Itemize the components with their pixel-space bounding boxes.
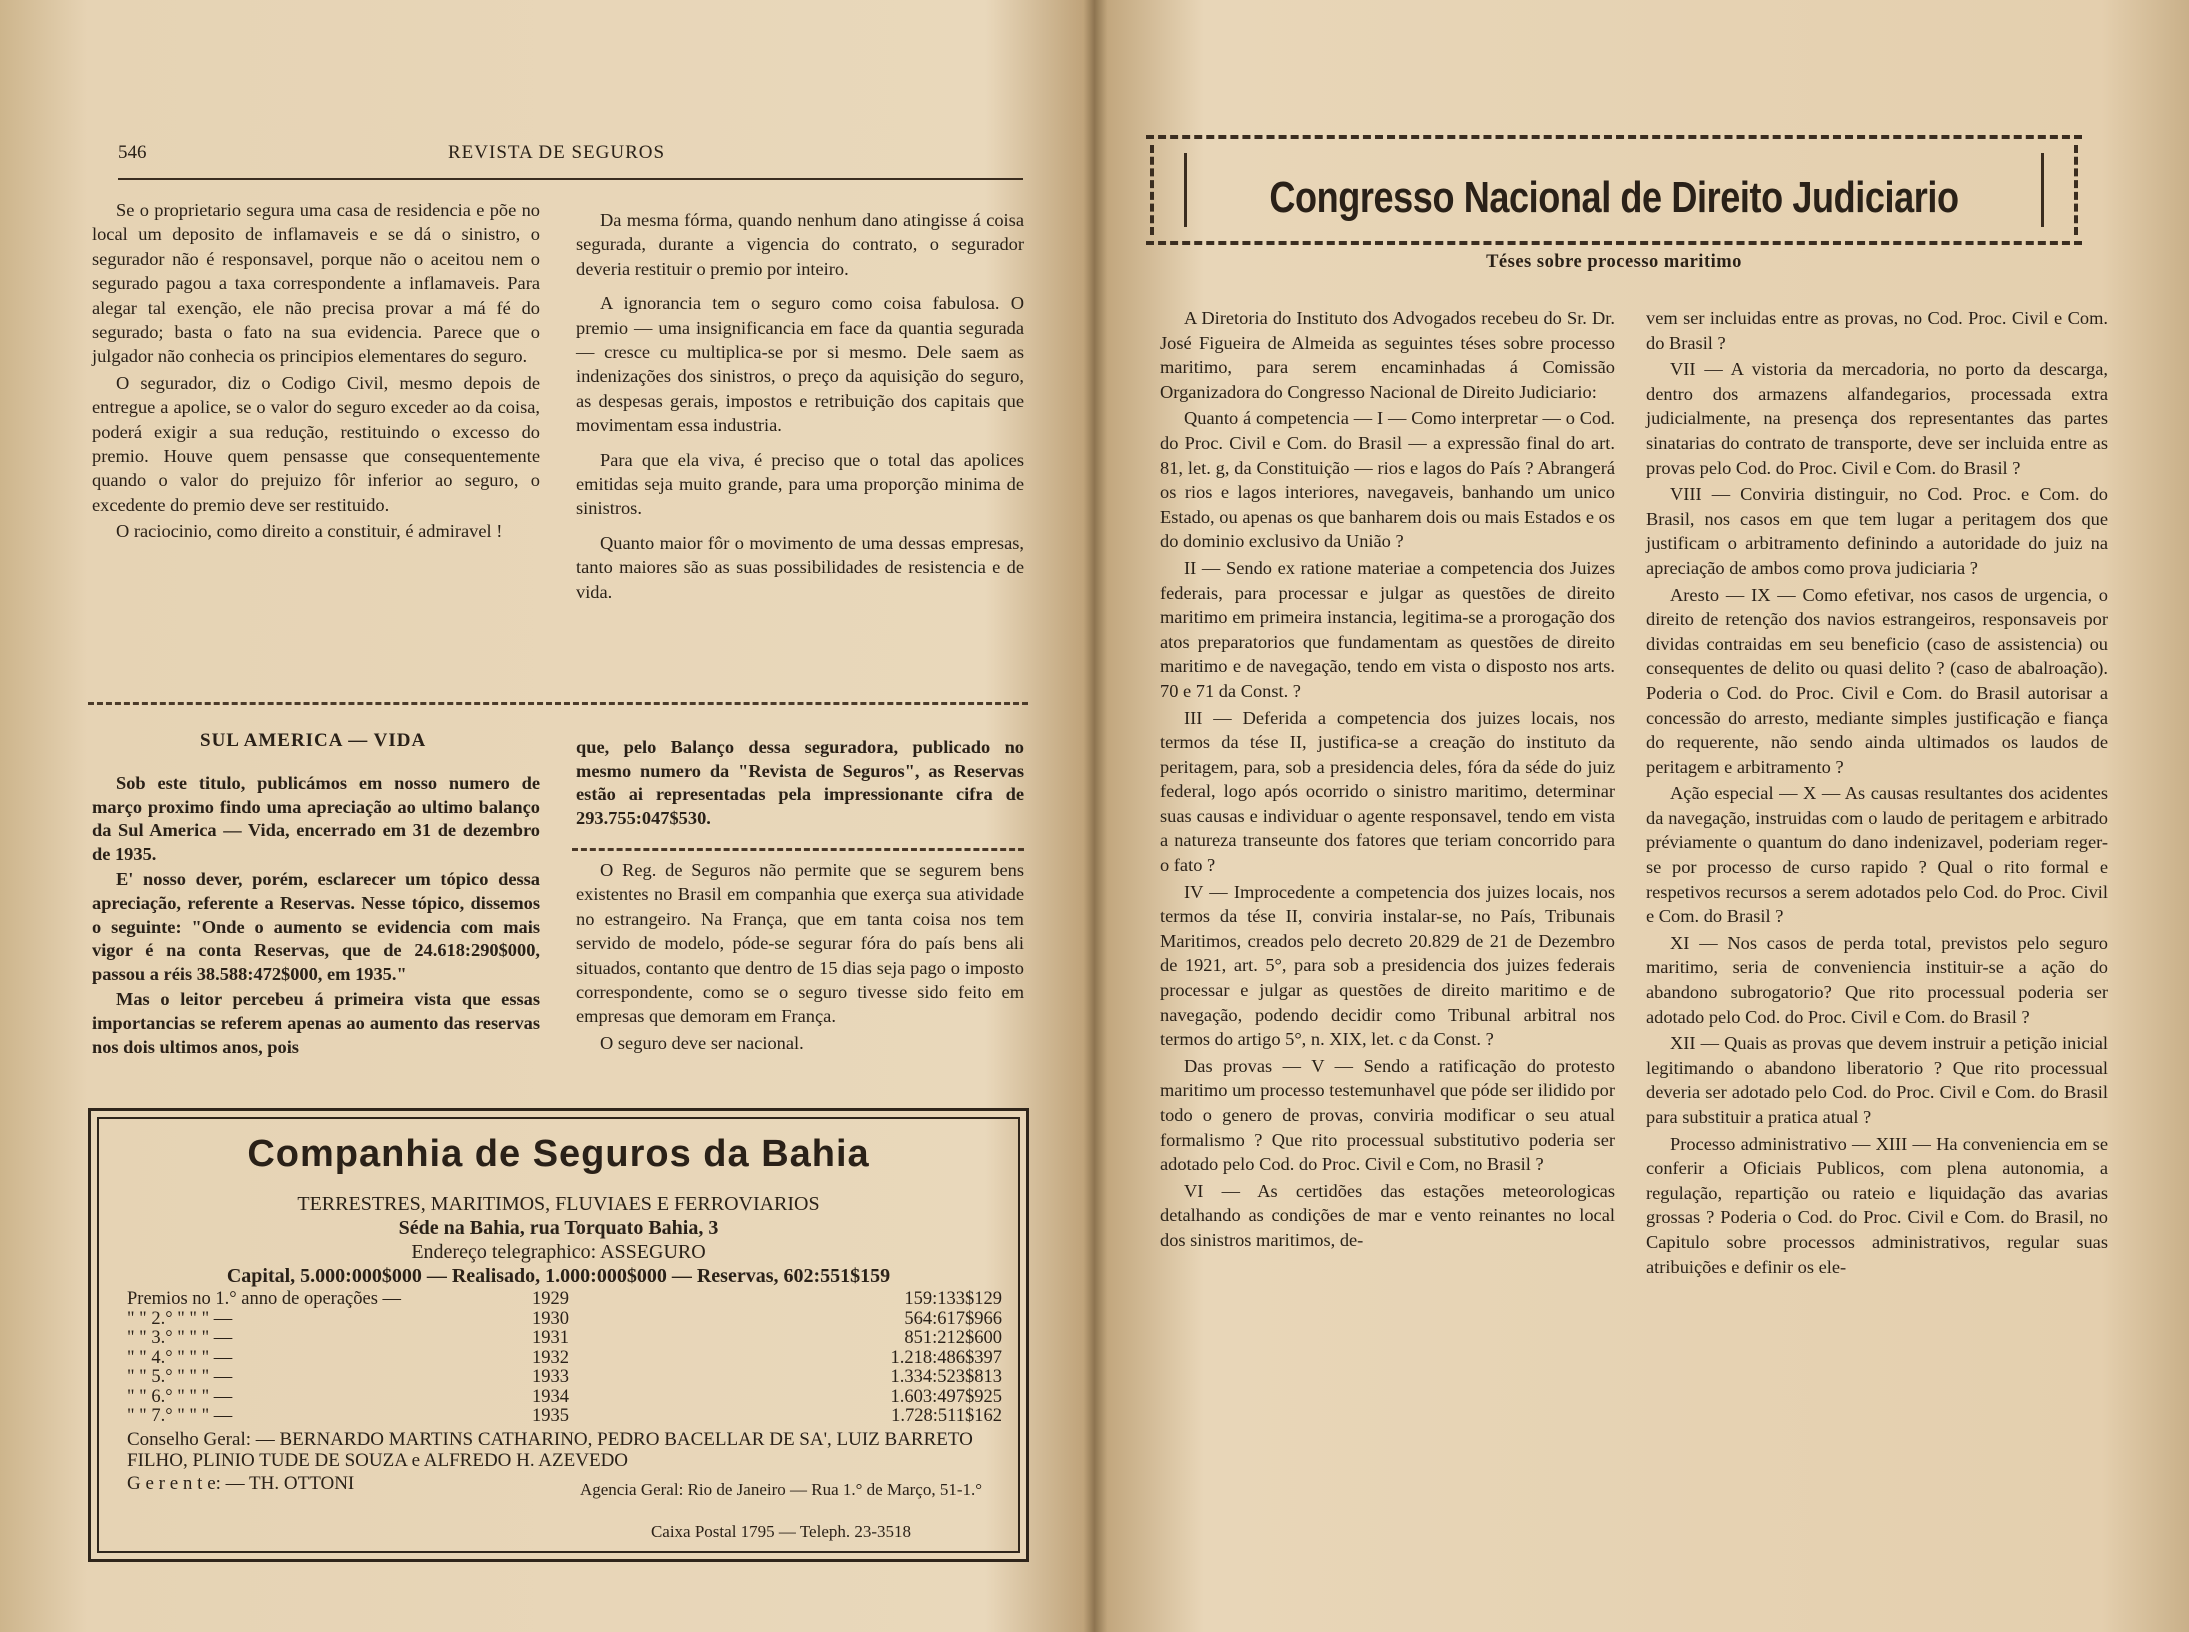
- row-label: Premios no 1.° anno de operações —: [127, 1289, 402, 1309]
- sul-america-col2: [576, 858, 1024, 1057]
- row-year: 1932: [532, 1347, 569, 1368]
- row-amount: 1.334:523$813: [890, 1367, 1002, 1387]
- row-year: 1929: [532, 1289, 569, 1309]
- ad-line: Endereço telegraphico: ASSEGURO: [411, 1241, 706, 1263]
- sul-america-col2-bold: [576, 736, 1024, 832]
- advertisement-box: [88, 1108, 1029, 1562]
- row-amount: 851:212$600: [904, 1328, 1002, 1348]
- table-row: [127, 1406, 1002, 1426]
- ad-line: TERRESTRES, MARITIMOS, FLUVIAES E FERROVIARIOS: [297, 1193, 820, 1215]
- ad-line: Séde na Bahia, rua Torquato Bahia, 3: [398, 1217, 719, 1239]
- running-head: [118, 138, 1023, 180]
- paragraph: Ação especial — X — As causas resultantes dos acidentes da navegação, instruidas com o laudo de peritagem e arbitrado préviamente o quantum do dano indenizavel, poderiam reger-se por processo de curso rapido ? Qual o rito formal e respetivos recursos a serem adotados pelo Cod. do Proc. Civil e Com. do Brasil ?: [1646, 783, 2108, 927]
- paragraph: A Diretoria do Instituto dos Advogados recebeu do Sr. Dr. José Figueira de Almeida as seguintes téses sobre processo maritimo, para serem encaminhadas á Comissão Organizadora do Congresso Nacional de Direito Judiciario:: [1160, 308, 1615, 402]
- table-row: [127, 1289, 1002, 1309]
- paragraph: II — Sendo ex ratione materiae a competencia dos Juizes federais, para processar e julgar as questões de direito maritimo em primeira instancia, legitima-se a prorogação dos atos preparatorios que fundamentam as questões de direito maritimo e de navegação, tendo em vista o disposto nos arts. 70 e 71 da Const. ?: [1160, 557, 1615, 701]
- paragraph: A ignorancia tem o seguro como coisa fabulosa. O premio — uma insignificancia em face da quantia segurada — cresce cu multiplica-se por si mesmo. Dele saem as indenizações dos sinistros, o preço da aquisição do seguro, as despesas gerais, impostos e retribuição dos capitais que movimentam essa industria.: [576, 293, 1024, 436]
- paragraph: VII — A vistoria da mercadoria, no porto da descarga, dentro dos armazens alfandegarios, processada extra judicialmente, na presença dos representantes das partes sinatarias do contrato de transporte, deve ser incluida entre as provas pelo Cod. do Proc. Civil e Com. do Brasil ?: [1646, 359, 2108, 478]
- column-divider: [572, 848, 1024, 851]
- paragraph: Quanto á competencia — I — Como interpretar — o Cod. do Proc. Civil e Com. do Brasil — a expressão final do art. 81, let. g, da Constituição — rios e lagos do País ? Abrangerá os rios e lagos interiores, navegaveis, banhando um unico Estado, ou apenas os que banharem dois ou mais Estados e os do dominio exclusivo da União ?: [1160, 408, 1615, 552]
- left-col1: [92, 198, 540, 546]
- banner-ornament: [1150, 145, 1154, 235]
- row-amount: 159:133$129: [904, 1289, 1002, 1309]
- paragraph: XI — Nos casos de perda total, previstos pelo seguro maritimo, seria de conveniencia instituir-se a ação do abandono subrogatorio? Que rito processual poderia ser adotado pelo Cod. do Proc. Civil e Com. do Brasil ?: [1646, 932, 2108, 1027]
- ad-gerente: G e r e n t e: — TH. OTTONI: [127, 1473, 355, 1494]
- row-year: 1934: [532, 1386, 569, 1407]
- row-label: " " 6.° " " " —: [127, 1386, 233, 1407]
- row-year: 1931: [532, 1328, 569, 1348]
- row-year: 1933: [532, 1367, 569, 1387]
- ad-caixa: Caixa Postal 1795 — Teleph. 23-3518: [650, 1522, 912, 1541]
- row-amount: 1.218:486$397: [890, 1347, 1002, 1368]
- paragraph: Das provas — V — Sendo a ratificação do protesto maritimo um processo testemunhavel que póde ser ilidido por todo o genero de provas, conviria modificar o seu atual formalismo ? Que rito processual substitutivo poderia ser adotado pelo Cod. do Proc. Civil e Com, no Brasil ?: [1160, 1055, 1615, 1175]
- ad-agencia: Agencia Geral: Rio de Janeiro — Rua 1.° de Março, 51-1.°: [579, 1480, 983, 1499]
- table-row: [127, 1348, 1002, 1368]
- row-label: " " 5.° " " " —: [127, 1367, 233, 1387]
- paragraph: Processo administrativo — XIII — Ha conveniencia em se conferir a Oficiais Publicos, com plena autonomia, a regulação, repartição ou rateio e liquidação das avarias grossas ? Poderia o Cod. do Proc. Civil e Com. do Brasil, no Capitulo sobre processos administrativos, regular suas atribuições e definir os ele-: [1646, 1133, 2108, 1277]
- row-year: 1930: [532, 1308, 569, 1329]
- premiums-table: [127, 1289, 1002, 1426]
- ad-title: Companhia de Seguros da Bahia: [247, 1133, 870, 1175]
- paragraph: vem ser incluidas entre as provas, no Cod. Proc. Civil e Com. do Brasil ?: [1646, 308, 2108, 353]
- row-label: " " 7.° " " " —: [127, 1406, 233, 1426]
- row-amount: 1.728:511$162: [891, 1406, 1002, 1426]
- row-label: " " 4.° " " " —: [127, 1347, 233, 1368]
- left-col2: [576, 208, 1024, 606]
- right-col1: [1160, 306, 1615, 1255]
- article-title: Congresso Nacional de Direito Judiciario: [1269, 173, 1959, 222]
- right-col2: [1646, 306, 2108, 1281]
- row-label: " " 2.° " " " —: [127, 1308, 233, 1329]
- ad-capital-line: Capital, 5.000:000$000 — Realisado, 1.000:000$000 — Reservas, 602:551$159: [226, 1265, 891, 1287]
- paragraph: VIII — Conviria distinguir, no Cod. Proc. e Com. do Brasil, nos casos em que tem lugar a peritagem dos que justificam o arbitramento definindo a autoridade do juiz na apreciação de ambos como prova judiciaria ?: [1646, 484, 2108, 578]
- paragraph: IV — Improcedente a competencia dos juizes locais, nos termos da tése II, conviria instalar-se, no País, Tribunais Maritimos, creados pelo decreto 20.829 de 21 de Dezembro de 1921, art. 5°, para sob a presidencia dos juizes federais processar e julgar as questões de direito maritimo e de navegação, podendo decidir como Tribunal arbitral nos termos do artigo 5°, n. XIX, let. c da Const. ?: [1160, 881, 1615, 1050]
- article-subtitle: Téses sobre processo maritimo: [1486, 252, 1742, 272]
- sul-america-col1: [92, 772, 540, 1061]
- banner-ornament: [2074, 145, 2078, 235]
- paragraph: Para que ela viva, é preciso que o total das apolices emitidas seja muito grande, para uma proporção minima de sinistros.: [576, 449, 1024, 519]
- banner-frame: [1184, 153, 2044, 227]
- paragraph: VI — As certidões das estações meteorologicas detalhando as condições de mar e vento reinantes no local dos sinistros maritimos, de-: [1160, 1180, 1615, 1250]
- table-row: [127, 1328, 1002, 1348]
- row-year: 1935: [532, 1406, 569, 1426]
- section-title: SUL AMERICA — VIDA: [200, 730, 427, 751]
- table-row: [127, 1309, 1002, 1329]
- paragraph: Aresto — IX — Como efetivar, nos casos de urgencia, o direito de retenção dos navios estrangeiros, responsaveis por dividas contraidas em seu beneficio (caso de assistencia) ou consequentes de delito ou quasi delito ? (caso de abalroação). Poderia o Cod. do Proc. Civil e Com. do Brasil autorisar a concessão do arresto, mediante simples justificação e fiança do requerente, não sendo ainda ultimados os laudos de peritagem e arbitramento ?: [1646, 584, 2108, 777]
- title-banner: [1146, 135, 2082, 245]
- row-label: " " 3.° " " " —: [127, 1328, 233, 1348]
- table-row: [127, 1387, 1002, 1407]
- paragraph: Quanto maior fôr o movimento de uma dessas empresas, tanto maiores são as suas possibilidades de resistencia e de vida.: [576, 532, 1024, 602]
- paragraph: Mas o leitor percebeu á primeira vista que essas importancias se referem apenas ao aumento das reservas nos dois ultimos anos, pois: [92, 989, 540, 1057]
- paragraph: Da mesma fórma, quando nenhum dano atingisse á coisa segurada, durante a vigencia do contrato, o segurador deveria restituir o premio por inteiro.: [576, 210, 1024, 279]
- ad-conselho: Conselho Geral: — BERNARDO MARTINS CATHARINO, PEDRO BACELLAR DE SA', LUIZ BARRETO FILHO, PLINIO TUDE DE SOUZA e ALFREDO H. AZEVEDO: [127, 1429, 973, 1471]
- paragraph: E' nosso dever, porém, esclarecer um tópico dessa apreciação, referente a Reservas. Nesse tópico, dissemos o seguinte: "Onde o aumento se evidencia com mais vigor é na conta Reservas, que de 24.618:290$000, passou a réis 38.588:472$000, em 1935.": [92, 869, 540, 984]
- paragraph: XII — Quais as provas que devem instruir a petição inicial legitimando o abandono liberatorio ? Que rito processual deveria ser adotado pelo Cod. do Proc. Civil e Com. do Brasil para substituir a pratica atual ?: [1646, 1033, 2108, 1127]
- paragraph: O Reg. de Seguros não permite que se segurem bens existentes no Brasil em companhia que exerça sua atividade no estrangeiro. Na França, que em tanta coisa nos tem servido de modelo, póde-se segurar fóra do país bens ali situados, contanto que dentro de 15 dias seja pago o imposto correspondente, como se o seguro tivesse sido feito em empresas que demoram em França.: [576, 860, 1024, 1027]
- running-title: REVISTA DE SEGUROS: [448, 142, 666, 163]
- page-number: 546: [118, 142, 147, 163]
- paragraph: O seguro deve ser nacional.: [600, 1032, 804, 1053]
- table-row: [127, 1367, 1002, 1387]
- section-divider: [88, 702, 1028, 705]
- paragraph: Sob este titulo, publicámos em nosso numero de março proximo findo uma apreciação ao ultimo balanço da Sul America — Vida, encerrado em 31 de dezembro de 1935.: [92, 773, 540, 864]
- row-amount: 1.603:497$925: [890, 1386, 1002, 1407]
- paragraph: que, pelo Balanço dessa seguradora, publicado no mesmo numero da "Revista de Seguros", as Reservas estão ai representadas pela impressionante cifra de 293.755:047$530.: [576, 737, 1024, 828]
- paragraph: O segurador, diz o Codigo Civil, mesmo depois de entregue a apolice, se o valor do seguro exceder ao da coisa, poderá exigir a sua redução, restituindo o excesso do premio. Houve quem pensasse que consequentemente quando o valor do prejuizo fôr inferior ao seguro, o excedente do premio deve ser restituido.: [92, 372, 540, 515]
- paragraph: Se o proprietario segura uma casa de residencia e põe no local um deposito de inflamaveis e se dá o sinistro, o segurador não é responsavel, porque não o aceitou nem o segurado pagou a taxa correspondente a inflamaveis. Para alegar tal exenção, ele não precisa provar a má fé do segurado; basta o fato na sua evidencia. Parece que o julgador não conhecia os principios elementares do seguro.: [92, 200, 540, 367]
- row-amount: 564:617$966: [904, 1308, 1002, 1329]
- paragraph: III — Deferida a competencia dos juizes locais, nos termos da tése II, justifica-se a creação do instituto da peritagem, para, sob a presidencia deles, fóra da séde do juiz federal, logo após ocorrido o sinistro maritimo, determinar suas causas e individuar o agente responsavel, tendo em vista a natureza transeunte dos fatores que teriam concorrido para o fato ?: [1160, 707, 1615, 876]
- paragraph: O raciocinio, como direito a constituir, é admiravel !: [116, 521, 503, 542]
